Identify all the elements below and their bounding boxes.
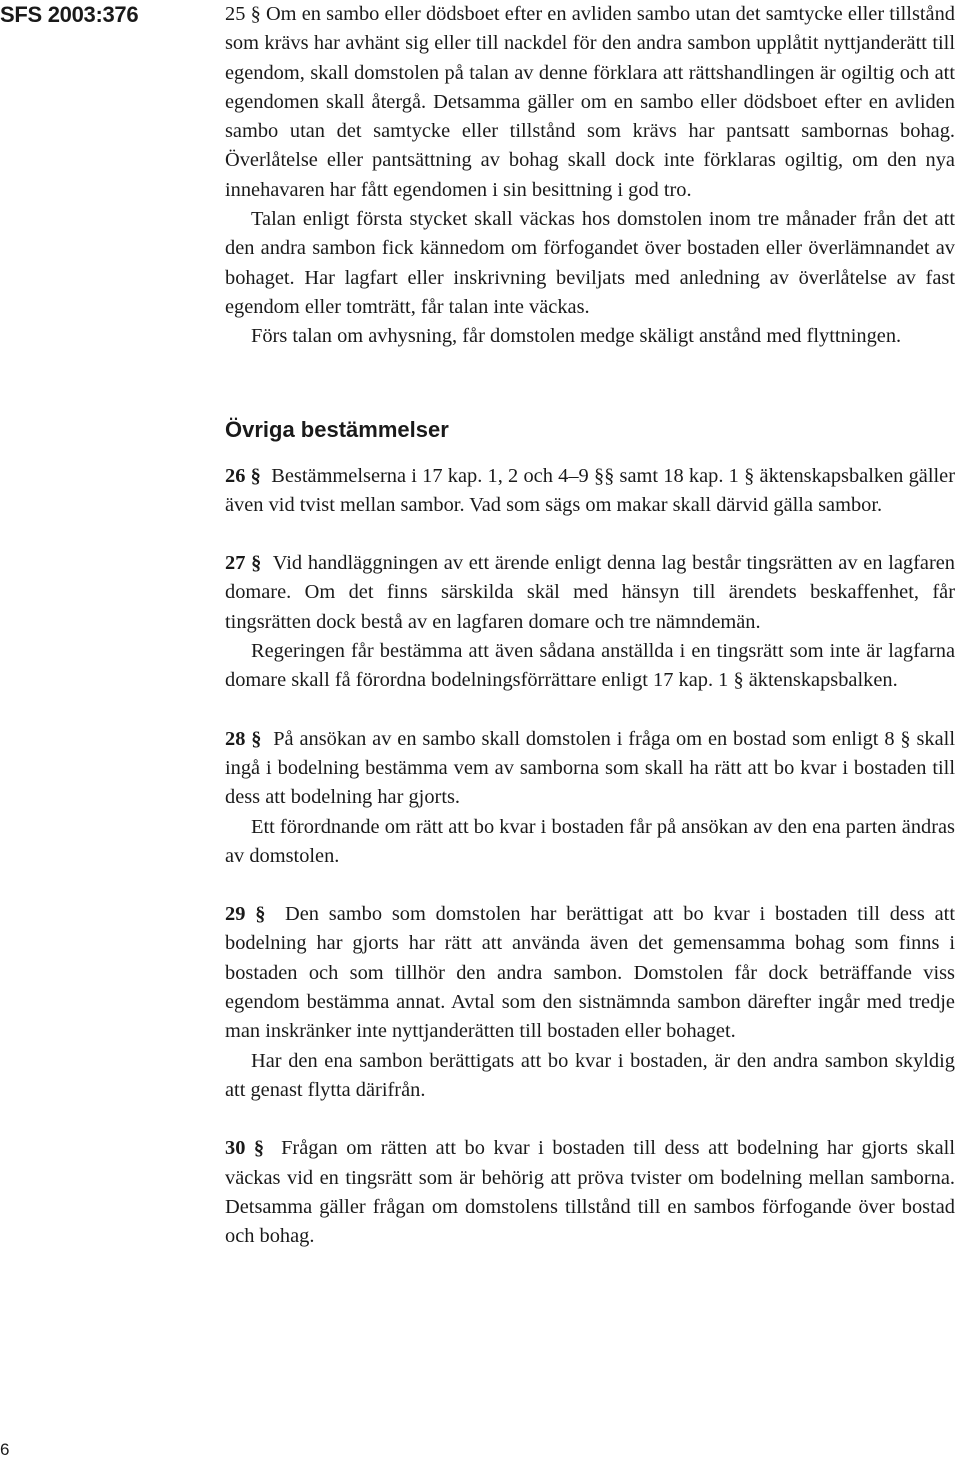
section-29-text: Den sambo som domstolen har berättigat att bo kvar i bostaden till dess att bodelning har gjorts har rätt att använda även det gemensamma bohag som finns i bostaden och som tillhör den andra sambon. Domstolen får dock beträffande viss egendom bestämma annat. Avtal som den sistnämnda sambon därefter ingår med tredje man inskränker inte nyttjanderätten till bostaden eller bohaget. xyxy=(225,903,956,1043)
section-29-paragraph-2: Har den ena sambon berättigats att bo kvar i bostaden, är den andra sambon skyldig att genast flytta därifrån. xyxy=(225,1049,955,1101)
section-25-paragraph-2: Talan enligt första stycket skall väckas hos domstolen inom tre månader från det att den andra sambon fick kännedom om förfogandet över bostaden eller överlämnandet av bohaget. Har lagfart eller inskrivning beviljats med anledning av överlåtelse av fast egendom eller tomträtt, får talan inte väckas. xyxy=(225,208,955,318)
section-27-text: Vid handläggningen av ett ärende enligt denna lag består tingsrätten av en lagfaren domare. Om det finns särskilda skäl med hänsyn till ärendets beskaffenhet, får tingsrätten dock bestå av en lagfaren domare och tre nämndemän. xyxy=(225,552,955,633)
section-30-text: Frågan om rätten att bo kvar i bostaden till dess att bodelning har gjorts skall väckas vid en tingsrätt som är behörig att pröva tvister om bodelning mellan samborna. Detsamma gäller frågan om domstolens tillstånd till en sambos förfogande över bostad och bohag. xyxy=(225,1137,955,1248)
section-heading: Övriga bestämmelser xyxy=(225,416,449,442)
section-27-number: 27 § xyxy=(225,552,262,575)
section-30-number: 30 § xyxy=(225,1137,265,1160)
section-28-text: På ansökan av en sambo skall domstolen i fråga om en bostad som enligt 8 § skall ingå i bodelning bestämma vem av samborna som skall ha rätt att bo kvar i bostaden till dess att bodelning har gjorts. xyxy=(225,727,955,809)
section-29-number: 29 § xyxy=(225,903,266,926)
section-28-paragraph-2: Ett förordnande om rätt att bo kvar i bostaden får på ansökan av den ena parten ändras av domstolen. xyxy=(225,815,955,867)
section-25-paragraph-1: 25 § Om en sambo eller dödsboet efter en avliden sambo utan det samtycke eller tillstånd som krävs har avhänt sig eller till nackdel för den andra sambon upplåtit nyttjanderätt till egendom, skall domstolen på talan av denne förklara att rättshandlingen är ogiltig och att egendomen skall återgå. Detsamma gäller om en sambo eller dödsboet efter en avliden sambo utan det samtycke eller tillstånd som krävs har pantsatt sambornas bohag. Överlåtelse eller pantsättning av bohag skall dock inte förklaras ogiltig, om den nya innehavaren har fått egendomen i sin besittning i god tro. xyxy=(225,3,955,201)
section-28-number: 28 § xyxy=(225,727,262,750)
section-28 xyxy=(225,725,955,813)
section-26 xyxy=(225,462,955,521)
document-reference: SFS 2003:376 xyxy=(0,2,139,27)
section-25-paragraph-3: Förs talan om avhysning, får domstolen medge skäligt anstånd med flyttningen. xyxy=(251,325,902,348)
section-26-text: Bestämmelserna i 17 kap. 1, 2 och 4–9 §§ samt 18 kap. 1 § äktenskapsbalken gäller även vid tvist mellan sambor. Vad som sägs om makar skall därvid gälla sambor. xyxy=(225,464,955,516)
section-26-number: 26 § xyxy=(225,464,261,487)
page-number: 6 xyxy=(0,1440,10,1459)
section-30 xyxy=(225,1134,955,1251)
section-27-paragraph-2: Regeringen får bestämma att även sådana anställda i en tingsrätt som inte är lagfarna domare skall få förordna bodelningsförrättare enligt 17 kap. 1 § äktenskapsbalken. xyxy=(225,640,955,692)
section-29 xyxy=(225,900,955,1046)
section-27 xyxy=(225,549,955,637)
main-text xyxy=(225,0,955,1251)
